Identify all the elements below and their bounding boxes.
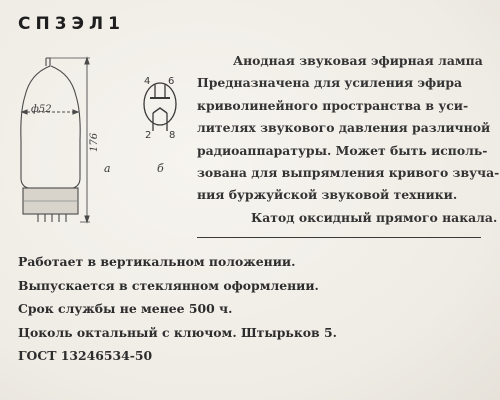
description-line: зована для выпрямления кривого звуча- — [197, 165, 500, 181]
tube-outline-drawing — [21, 58, 90, 222]
description-line: Предназначена для усиления эфира — [197, 75, 463, 91]
pin-bottom-left-label: 2 — [145, 130, 152, 141]
tube-diameter-label: ф52 — [31, 104, 52, 115]
description-line: радиоаппаратуры. Может быть исполь- — [197, 142, 488, 158]
tube-model-title: СП3ЭЛ1 — [18, 14, 125, 34]
pin-top-right-label: 6 — [168, 76, 175, 87]
fact-line: Выпускается в стеклянном оформлении. — [18, 277, 319, 293]
pinout-caption: б — [157, 162, 164, 175]
fact-line: Срок службы не менее 500 ч. — [18, 301, 233, 316]
description-line: Катод оксидный прямого накала. — [251, 209, 498, 225]
fact-line: ГОСТ 13246534-50 — [18, 348, 153, 363]
description-divider — [197, 237, 481, 238]
tube-drawing-caption: а — [104, 162, 111, 175]
tube-height-label: 176 — [89, 132, 100, 152]
pin-bottom-right-label: 8 — [169, 130, 176, 141]
pin-top-left-label: 4 — [144, 76, 151, 87]
description-line: лителях звукового давления различной — [197, 120, 491, 136]
pinout-schematic — [144, 83, 176, 131]
description-line: ния буржуйской звуковой техники. — [197, 187, 458, 203]
description-line: криволинейного пространства в уси- — [197, 97, 469, 113]
description-line: Анодная звуковая эфирная лампа — [233, 53, 483, 68]
facts-block — [18, 250, 337, 368]
description-block — [197, 50, 500, 229]
fact-line: Работает в вертикальном положении. — [18, 254, 296, 269]
fact-line: Цоколь октальный с ключом. Штырьков 5. — [18, 324, 337, 340]
